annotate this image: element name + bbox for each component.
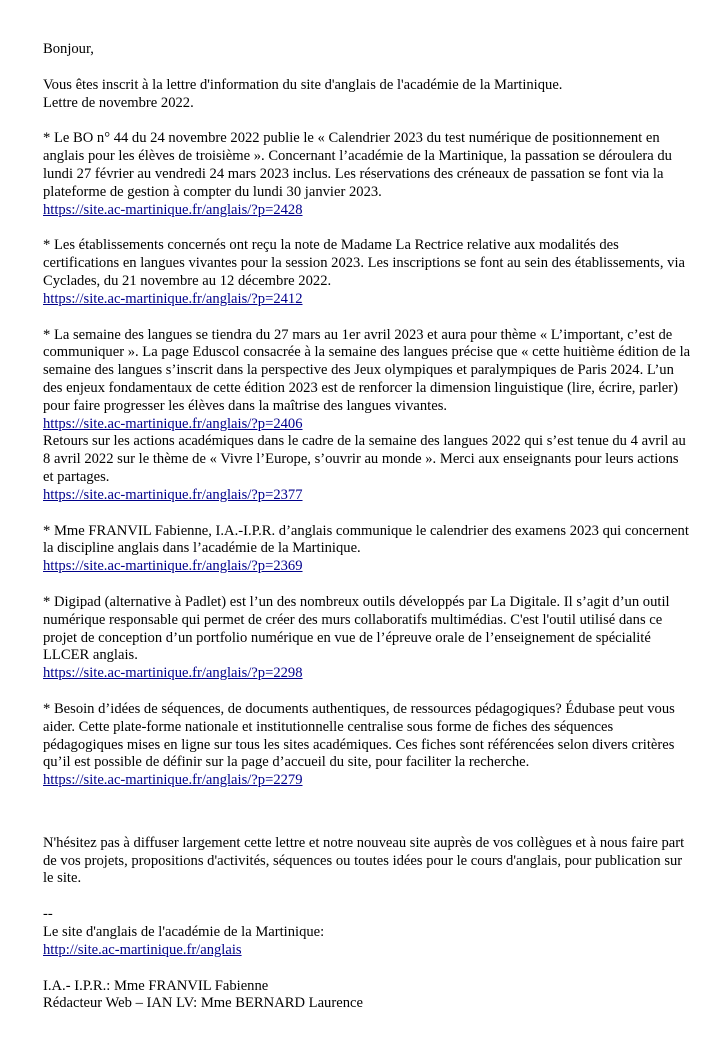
section-body: * Besoin d’idées de séquences, de documents authentiques, de ressources pédagogiques? Édubase peut vous aider. Cette plate-forme nationale et institutionnelle centralise sous forme de fiches des séquences pédagogiques mises en ligne sur tous les sites académiques. Ces fiches sont référencées selon divers critères qu’il est possible de définir sur la page d’accueil du site, pour faciliter la recherche. <box>43 700 675 771</box>
signature-separator: -- <box>43 906 53 923</box>
site-link[interactable]: http://site.ac-martinique.fr/anglais <box>43 941 242 958</box>
greeting: Bonjour, <box>43 41 94 57</box>
intro-line-2: Lettre de novembre 2022. <box>43 94 194 111</box>
site-label: Le site d'anglais de l'académie de la Martinique: <box>43 924 325 941</box>
section-link[interactable]: https://site.ac-martinique.fr/anglais/?p=2412 <box>43 290 303 307</box>
closing-paragraph: N'hésitez pas à diffuser largement cette lettre et notre nouveau site auprès de vos collègues et à nous faire part de vos projets, propositions d'activités, séquences ou toutes idées pour le cours d'anglais, pour publication sur le site. <box>43 834 685 887</box>
section-body: * Mme FRANVIL Fabienne, I.A.-I.P.R. d’anglais communique le calendrier des examens 2023 qui concernent la discipline anglais dans l’académie de la Martinique. <box>43 522 689 557</box>
section-body-retours: Retours sur les actions académiques dans le cadre de la semaine des langues 2022 qui s’est tenue du 4 avril au 8 avril 2022 sur le thème de « Vivre l’Europe, s’ouvrir au monde ». Merci aux enseignants pour leurs actions et partages. <box>43 433 686 485</box>
section-link[interactable]: https://site.ac-martinique.fr/anglais/?p=2406 <box>43 415 303 432</box>
section-digipad <box>43 594 691 683</box>
section-calendrier-examens <box>43 523 691 576</box>
ipr-line: I.A.- I.P.R.: Mme FRANVIL Fabienne <box>43 977 269 994</box>
intro-line-1: Vous êtes inscrit à la lettre d'information du site d'anglais de l'académie de la Martinique. <box>43 76 563 93</box>
section-semaine-des-langues <box>43 327 691 505</box>
intro-block <box>43 77 691 113</box>
section-link[interactable]: https://site.ac-martinique.fr/anglais/?p=2428 <box>43 201 303 218</box>
signature-block <box>43 906 691 1013</box>
section-link[interactable]: https://site.ac-martinique.fr/anglais/?p=2298 <box>43 665 303 682</box>
section-body: * Les établissements concernés ont reçu la note de Madame La Rectrice relative aux modalités des certifications en langues vivantes pour la session 2023. Les inscriptions se font au sein des établissements, via Cyclades, du 21 novembre au 12 décembre 2022. <box>43 237 685 289</box>
section-link[interactable]: https://site.ac-martinique.fr/anglais/?p=2369 <box>43 558 303 575</box>
signature-people <box>43 978 691 1014</box>
section-edubase <box>43 701 691 790</box>
section-link[interactable]: https://site.ac-martinique.fr/anglais/?p=2279 <box>43 772 303 789</box>
section-certifications <box>43 237 691 308</box>
section-body: * Le BO n° 44 du 24 novembre 2022 publie le « Calendrier 2023 du test numérique de positionnement en anglais pour les élèves de troisième ». Concernant l’académie de la Martinique, la passation se déroulera du lundi 27 février au vendredi 24 mars 2023 inclus. Les réservations des créneaux de passation se font via la plateforme de gestion à compter du lundi 30 janvier 2023. <box>43 130 672 200</box>
section-bo-calendrier <box>43 130 691 219</box>
section-link-retours[interactable]: https://site.ac-martinique.fr/anglais/?p=2377 <box>43 486 303 503</box>
section-body: * La semaine des langues se tiendra du 27 mars au 1er avril 2023 et aura pour thème « L’important, c’est de communiquer ». La page Eduscol consacrée à la semaine des langues précise que « cette huitième édition de la semaine des langues s’inscrit dans la perspective des Jeux olympiques et paralympiques de Paris 2024. L’un des enjeux fondamentaux de cette édition 2023 est de renforcer la dimension linguistique (lire, écrire, parler) pour faire progresser les élèves dans la maîtrise des langues vivantes. <box>43 326 691 414</box>
section-body: * Digipad (alternative à Padlet) est l’un des nombreux outils développés par La Digitale. Il s’agit d’un outil numérique responsable qui permet de créer des murs collaboratifs multimédias. C'est l'outil utilisé dans ce projet de conception d’un portfolio numérique en vue de l’épreuve orale de l’enseignement de spécialité LLCER anglais. <box>43 593 670 664</box>
webmaster-line: Rédacteur Web – IAN LV: Mme BERNARD Laurence <box>43 995 363 1012</box>
